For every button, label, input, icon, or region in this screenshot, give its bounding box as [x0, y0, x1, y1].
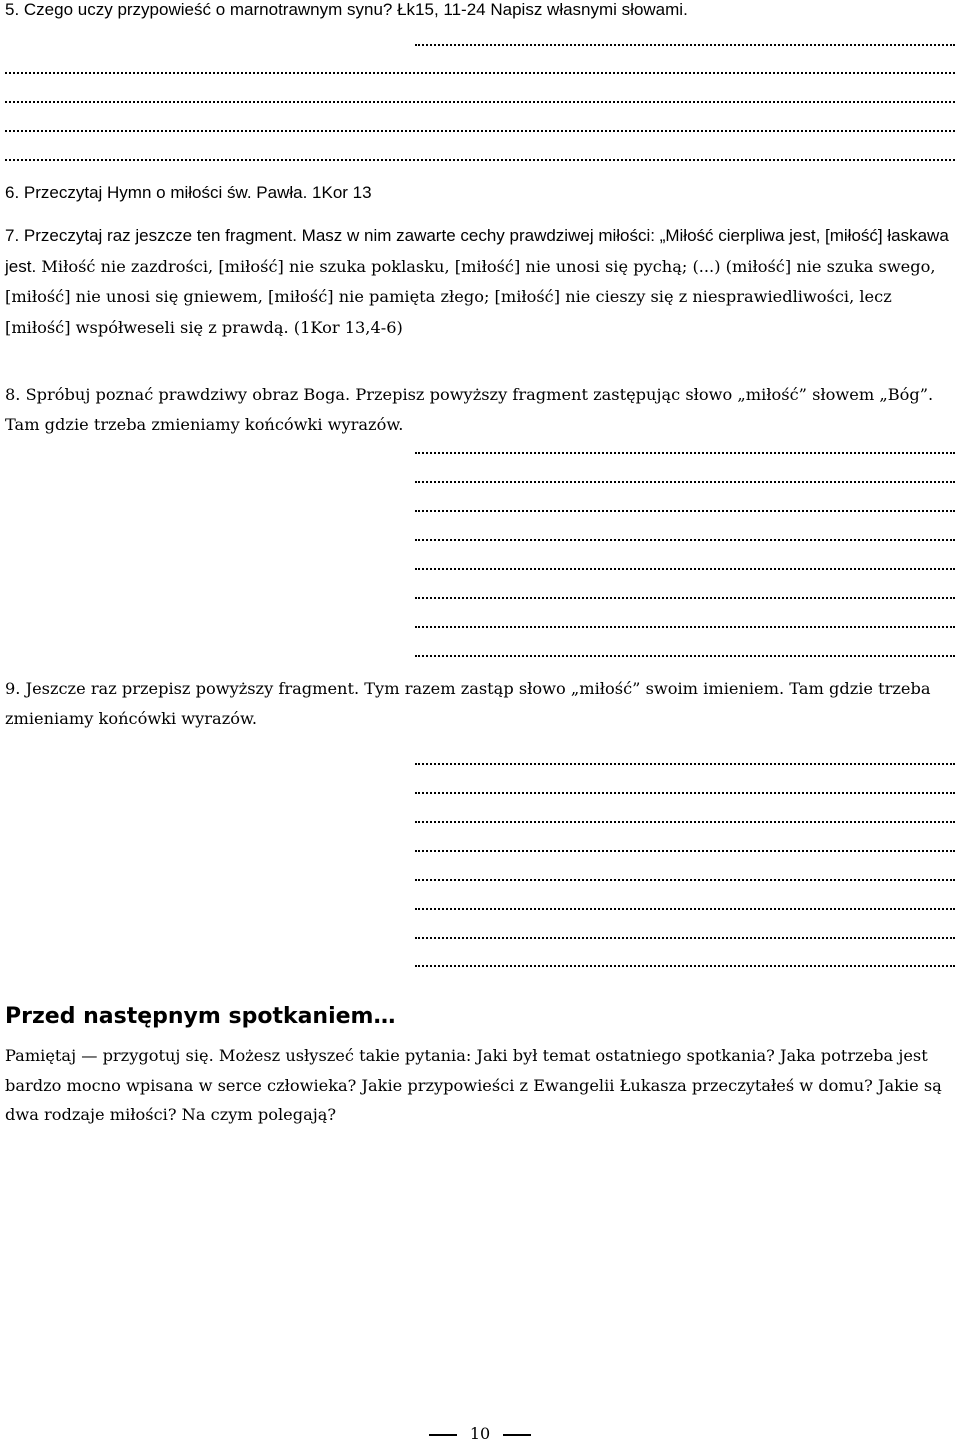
- next-meeting-heading: Przed następnym spotkaniem…: [5, 1004, 396, 1029]
- page-footer: [0, 1424, 960, 1444]
- task-7-prompt-quote: Miłość nie zazdrości, [miłość] nie szuka poklasku, [miłość] nie unosi się pychą; (...) (miłość] nie szuka swego, [miłość] nie unosi się gniewem, [miłość] nie pamięta złego; [miłość] nie cieszy się z niesprawiedliwości, lecz [miłość] współweseli się z prawdą. (1Kor 13,4-6): [5, 256, 936, 337]
- task-9-prompt: 9. Jeszcze raz przepisz powyższy fragment. Tym razem zastąp słowo „miłość” swoim imieniem. Tam gdzie trzeba zmieniamy końcówki wyrazów.: [5, 679, 931, 728]
- task-7-prompt-start: 7. Przeczytaj raz jeszcze ten fragment. Masz w nim zawarte cechy prawdziwej miłości: „Miłość cierpliwa jest, [miłość] łaskawa jest.: [5, 226, 949, 276]
- footer-left-dash: [429, 1434, 457, 1436]
- footer-right-dash: [503, 1434, 531, 1436]
- next-meeting-text: Pamiętaj — przygotuj się. Możesz usłyszeć takie pytania: Jaki był temat ostatniego spotkania? Jaka potrzeba jest bardzo mocno wpisana w serce człowieka? Jakie przypowieści z Ewangelii Łukasza przeczytałeś w domu? Jakie są dwa rodzaje miłości? Na czym polegają?: [5, 1046, 942, 1124]
- task-8-prompt: 8. Spróbuj poznać prawdziwy obraz Boga. Przepisz powyższy fragment zastępując słowo „miłość” słowem „Bóg”. Tam gdzie trzeba zmieniamy końcówki wyrazów.: [5, 385, 934, 434]
- page-number: 10: [469, 1424, 491, 1443]
- task-7-prompt: [5, 221, 955, 343]
- task-6-prompt: 6. Przeczytaj Hymn o miłości św. Pawła. 1Kor 13: [5, 183, 372, 202]
- task-5-prompt: 5. Czego uczy przypowieść o marnotrawnym synu? Łk15, 11-24 Napisz własnymi słowami.: [5, 0, 688, 19]
